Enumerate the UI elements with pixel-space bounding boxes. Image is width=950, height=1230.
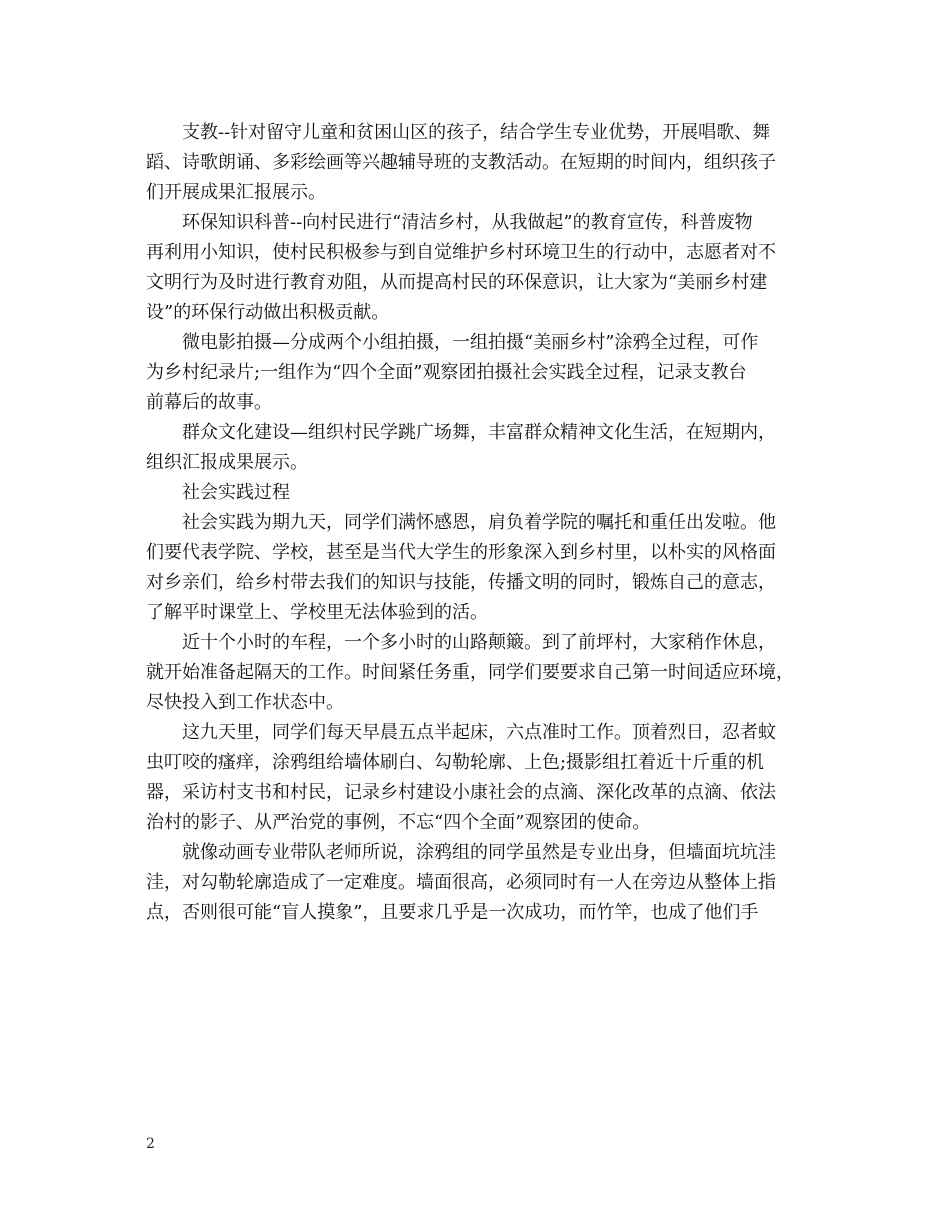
paragraph [146, 628, 806, 718]
text-line: 虫叮咬的瘙痒，涂鸦组给墙体刷白、勾勒轮廓、上色;摄影组扛着近十斤重的机 [146, 752, 765, 773]
text-line: 设”的环保行动做出积极贡献。 [146, 302, 390, 323]
paragraph [146, 418, 806, 478]
text-line: 群众文化建设—组织村民学跳广场舞，丰富群众精神文化生活，在短期内， [146, 422, 776, 443]
paragraph [146, 478, 806, 508]
page-number: 2 [146, 1136, 155, 1152]
paragraph [146, 328, 806, 418]
text-line: 们开展成果汇报展示。 [146, 182, 326, 203]
paragraph [146, 838, 806, 928]
text-line: 尽快投入到工作状态中。 [146, 692, 344, 713]
text-line: 组织汇报成果展示。 [146, 452, 308, 473]
paragraph [146, 118, 806, 208]
text-line: 文明行为及时进行教育劝阻，从而提高村民的环保意识，让大家为“美丽乡村建 [146, 272, 768, 293]
text-line: 器，采访村支书和村民，记录乡村建设小康社会的点滴、深化改革的点滴、依法 [146, 782, 776, 803]
text-line: 们要代表学院、学校，甚至是当代大学生的形象深入到乡村里，以朴实的风格面 [146, 542, 776, 563]
text-line: 为乡村纪录片;一组作为“四个全面”观察团拍摄社会实践全过程，记录支教台 [146, 362, 747, 383]
text-line: 蹈、诗歌朗诵、多彩绘画等兴趣辅导班的支教活动。在短期的时间内，组织孩子 [146, 152, 776, 173]
text-line: 治村的影子、从严治党的事例，不忘“四个全面”观察团的使命。 [146, 812, 651, 833]
text-line: 了解平时课堂上、学校里无法体验到的活。 [146, 602, 488, 623]
paragraph [146, 508, 806, 628]
text-line: 社会实践为期九天，同学们满怀感恩，肩负着学院的嘱托和重任出发啦。他 [146, 512, 776, 533]
text-line: 对乡亲们，给乡村带去我们的知识与技能，传播文明的同时，锻炼自己的意志， [146, 572, 776, 593]
text-line: 洼，对勾勒轮廓造成了一定难度。墙面很高，必须同时有一人在旁边从整体上指 [146, 872, 776, 893]
text-line: 支教--针对留守儿童和贫困山区的孩子，结合学生专业优势，开展唱歌、舞 [146, 122, 771, 143]
text-line: 前幕后的故事。 [146, 392, 272, 413]
paragraph [146, 718, 806, 838]
text-line: 就开始准备起隔天的工作。时间紧任务重，同学们要要求自己第一时间适应环境， [146, 662, 794, 683]
body-text [146, 118, 806, 928]
text-line: 再利用小知识，使村民积极参与到自觉维护乡村环境卫生的行动中，志愿者对不 [146, 242, 776, 263]
text-line: 这九天里，同学们每天早晨五点半起床，六点准时工作。顶着烈日，忍者蚊 [146, 722, 776, 743]
text-line: 就像动画专业带队老师所说，涂鸦组的同学虽然是专业出身，但墙面坑坑洼 [146, 842, 776, 863]
text-line: 点，否则很可能“盲人摸象”，且要求几乎是一次成功，而竹竿，也成了他们手 [146, 902, 759, 923]
paragraph [146, 208, 806, 328]
text-line: 微电影拍摄—分成两个小组拍摄，一组拍摄“美丽乡村”涂鸦全过程，可作 [146, 332, 759, 353]
text-line: 社会实践过程 [146, 482, 290, 503]
text-line: 环保知识科普--向村民进行“清洁乡村，从我做起”的教育宣传，科普废物 [146, 212, 753, 233]
text-line: 近十个小时的车程，一个多小时的山路颠簸。到了前坪村，大家稍作休息， [146, 632, 776, 653]
